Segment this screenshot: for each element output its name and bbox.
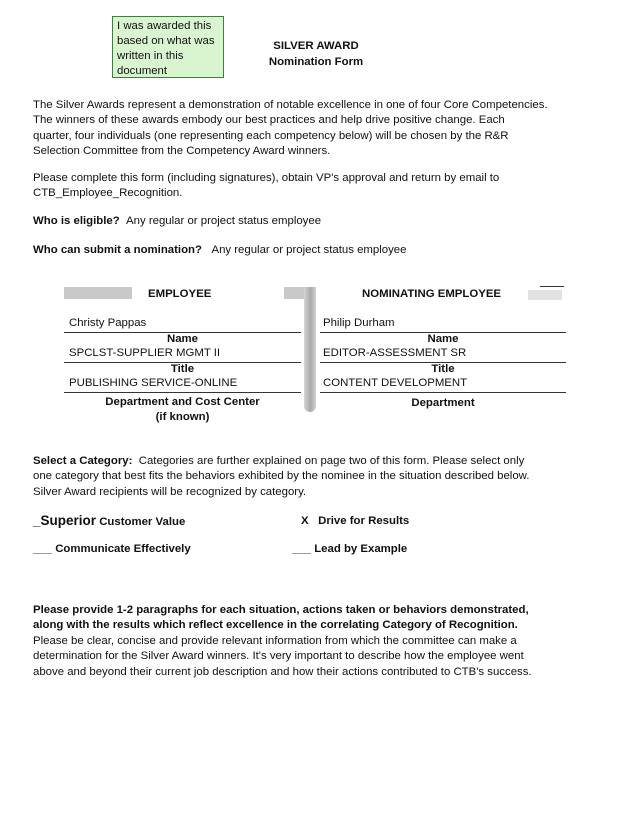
category-option-customer-value[interactable] [33,513,185,528]
intro-line: The Silver Awards represent a demonstration of notable excellence in one of four Core Competencies. [33,99,548,111]
eligibility-row [33,214,608,229]
category-mark: _Superior [33,513,97,528]
instruction-line: CTB_Employee_Recognition. [33,187,183,200]
employee-name-label: Name [166,333,199,345]
nominator-name-field[interactable]: Philip Durham [323,317,395,329]
category-paragraph [33,454,608,500]
heading-shade-mid [284,287,304,299]
category-option-label: Customer Value [99,516,186,528]
category-option-lead-example[interactable] [292,543,407,555]
submit-value: Any regular or project status employee [211,244,407,256]
intro-line: The winners of these awards embody our best practices and help drive positive change. Each [33,114,505,127]
category-label: Select a Category: [33,455,133,467]
nominator-department-field[interactable]: CONTENT DEVELOPMENT [323,377,468,389]
employee-department-label-note: (if known) [155,411,210,423]
employee-department-rule [64,392,301,393]
note-line: I was awarded this [117,20,212,32]
employee-name-field[interactable]: Christy Pappas [69,317,147,329]
nominator-title-field[interactable]: EDITOR-ASSESSMENT SR [323,347,467,359]
binder-clip-graphic [304,287,316,412]
category-line: Silver Award recipients will be recognized by category. [33,485,307,498]
nominator-department-rule [320,392,566,393]
instruction-paragraph [33,171,608,202]
category-option-drive-results[interactable] [301,515,409,527]
nominator-title-label: Title [431,363,455,375]
heading-shade-left [64,287,132,299]
note-line: based on what was [117,35,215,47]
employee-heading: EMPLOYEE [148,288,212,300]
instructions-bold-line: along with the results which reflect excellence in the correlating Category of Recognition. [33,619,518,632]
instructions-line: determination for the Silver Award winners. It's very important to describe how the employee went [33,650,524,663]
heading-shade-right [528,290,562,300]
submitter-row [33,243,608,258]
note-line: document [117,65,168,77]
employee-title-label: Title [170,363,195,375]
instructions-line: Please be clear, concise and provide relevant information from which the committee can make a [33,634,517,647]
eligible-value: Any regular or project status employee [126,215,322,227]
submit-label: Who can submit a nomination? [33,244,202,256]
category-option-label: Drive for Results [318,515,410,527]
instructions-paragraph [33,603,608,680]
category-mark: ___ [292,543,312,555]
sticky-note [112,16,224,78]
employee-department-field[interactable]: PUBLISHING SERVICE-ONLINE [69,377,238,389]
category-option-communicate[interactable] [33,543,191,555]
category-mark: X [301,515,309,527]
heading-rule-right [540,286,564,287]
eligible-label: Who is eligible? [33,215,120,227]
category-option-label: Lead by Example [314,543,408,555]
nominator-heading: NOMINATING EMPLOYEE [362,288,502,300]
intro-paragraph [33,98,608,160]
form-subtitle: Nomination Form [268,56,364,68]
form-title: SILVER AWARD [273,40,359,52]
category-line: Categories are further explained on page two of this form. Please select only [138,455,525,467]
note-line: written in this [117,50,184,62]
category-line: one category that best fits the behaviors exhibited by the nominee in the situation described below. [33,470,530,483]
instruction-line: Please complete this form (including signatures), obtain VP's approval and return by email to [33,172,500,184]
employee-department-label: Department and Cost Center [105,396,260,408]
nominator-department-label: Department [411,397,475,409]
intro-line: quarter, four individuals (one representing each competency below) will be chosen by the R&R [33,129,509,142]
category-option-label: Communicate Effectively [55,543,191,555]
instructions-line: above and beyond their current job description and how their actions contributed to CTB's success. [33,665,532,678]
instructions-bold-line: Please provide 1-2 paragraphs for each situation, actions taken or behaviors demonstrated, [33,604,529,616]
employee-title-field[interactable]: SPCLST-SUPPLIER MGMT II [69,347,221,359]
nominator-name-label: Name [427,333,459,345]
intro-line: Selection Committee from the Competency Award winners. [33,145,331,158]
category-mark: ___ [33,543,53,555]
